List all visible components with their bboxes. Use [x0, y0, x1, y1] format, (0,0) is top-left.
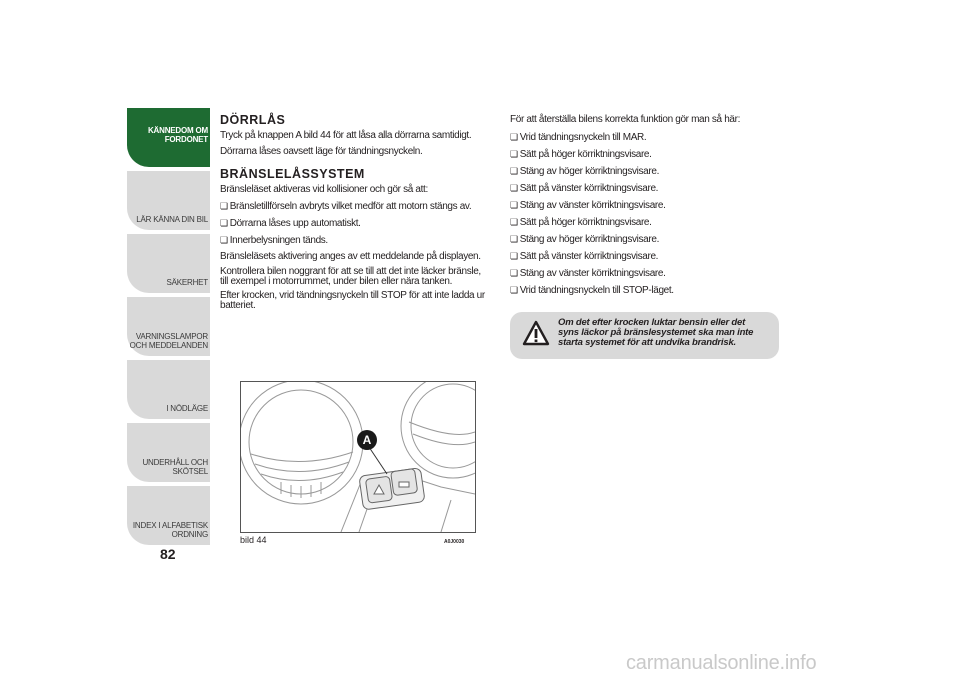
reset-step-10: ❏ Vrid tändningsnyckeln till STOP-läget. [510, 284, 790, 297]
right-column [510, 114, 790, 301]
fuel-bullet-2: ❏ Dörrarna låses upp automatiskt. [220, 217, 490, 230]
tab-i-nodlage[interactable]: I NÖDLÄGE [127, 360, 210, 419]
tab-kannedom-om-fordonet[interactable]: KÄNNEDOM OM FORDONET [127, 108, 210, 167]
watermark: carmanualsonline.info [626, 652, 817, 674]
reset-intro: För att återställa bilens korrekta funktion gör man så här: [510, 114, 741, 125]
tab-index[interactable]: INDEX I ALFABETISK ORDNING [127, 486, 210, 545]
tab-lar-kanna-din-bil[interactable]: LÄR KÄNNA DIN BIL [127, 171, 210, 230]
reset-step-8: ❏ Sätt på vänster körriktningsvisare. [510, 250, 790, 263]
reset-step-2: ❏ Sätt på höger körriktningsvisare. [510, 148, 790, 161]
doorlock-heading: DÖRRLÅS [220, 113, 286, 127]
reset-step-5: ❏ Stäng av vänster körriktningsvisare. [510, 199, 790, 212]
reset-step-7: ❏ Stäng av höger körriktningsvisare. [510, 233, 790, 246]
figure-door-lock-button [240, 381, 476, 533]
warning-text: Om det efter krocken luktar bensin eller det syns läckor på bränslesystemet ska man inte starta systemet för att undvika brandrisk. [558, 317, 754, 348]
warning-triangle-icon [522, 320, 550, 346]
fuel-paragraph-3: Kontrollera bilen noggrant för att se till att det inte läcker bränsle, till exempel i motorrummet, under bilen eller nära tanken. [220, 266, 481, 287]
warning-box [510, 312, 779, 359]
tab-underhall-och-skotsel[interactable]: UNDERHÅLL OCH SKÖTSEL [127, 423, 210, 482]
left-column [220, 114, 490, 315]
fuel-heading: BRÄNSLELÅSSYSTEM [220, 167, 365, 181]
tab-varningslampor[interactable]: VARNINGSLAMPOR OCH MEDDELANDEN [127, 297, 210, 356]
fuel-paragraph-2: Bränsleläsets aktivering anges av ett meddelande på displayen. [220, 251, 481, 262]
dashboard-illustration [241, 382, 475, 532]
tab-sakerhet[interactable]: SÄKERHET [127, 234, 210, 293]
doorlock-paragraph-2: Dörrarna låses oavsett läge för tändningsnyckeln. [220, 146, 423, 157]
page-number: 82 [160, 546, 176, 562]
fuel-paragraph-1: Bränsleläset aktiveras vid kollisioner och gör så att: [220, 184, 428, 195]
fuel-bullet-1: ❏ Bränsletillförseln avbryts vilket medför att motorn stängs av. [220, 200, 490, 213]
fuel-paragraph-4: Efter krocken, vrid tändningsnyckeln till STOP för att inte ladda ur batteriet. [220, 290, 485, 311]
reset-step-4: ❏ Sätt på vänster körriktningsvisare. [510, 182, 790, 195]
reset-step-1: ❏ Vrid tändningsnyckeln till MAR. [510, 131, 790, 144]
doorlock-paragraph-1: Tryck på knappen A bild 44 för att låsa alla dörrarna samtidigt. [220, 130, 472, 141]
reset-step-9: ❏ Stäng av vänster körriktningsvisare. [510, 267, 790, 280]
reset-step-6: ❏ Sätt på höger körriktningsvisare. [510, 216, 790, 229]
chapter-sidebar [127, 108, 210, 545]
fuel-bullet-3: ❏ Innerbelysningen tänds. [220, 234, 490, 247]
callout-label: A [362, 433, 372, 447]
figure-caption: bild 44 [240, 535, 267, 545]
reset-step-3: ❏ Stäng av höger körriktningsvisare. [510, 165, 790, 178]
figure-code: A0J0030 [444, 539, 465, 545]
